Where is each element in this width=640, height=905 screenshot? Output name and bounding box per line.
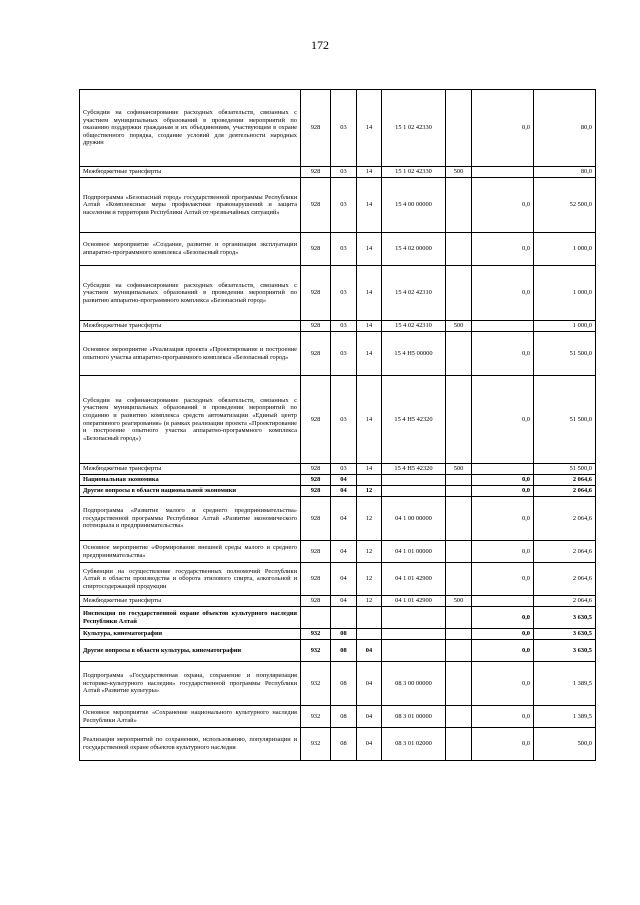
amount-first: 0,0: [472, 629, 534, 640]
admin-code: 932: [301, 706, 331, 728]
admin-code: 928: [301, 475, 331, 486]
target-article-code: 08 3 00 00000: [382, 662, 446, 706]
target-article-code: 08 3 01 00000: [382, 706, 446, 728]
target-article-code: 04 1 00 00000: [382, 497, 446, 541]
expense-type-code: 500: [446, 464, 472, 475]
amount-second: 52 500,0: [534, 178, 596, 233]
table-row: [80, 706, 596, 728]
amount-first: 0,0: [472, 376, 534, 464]
table-row: [80, 321, 596, 332]
subsection-code: 04: [357, 662, 382, 706]
section-code: 08: [331, 662, 357, 706]
target-article-code: 15 4 Н5 00000: [382, 332, 446, 376]
section-code: 03: [331, 332, 357, 376]
row-name: Основное мероприятие «Реализация проекта «Проектирование и построение опытного участка аппаратно-программного комплекса «Безопасный город»: [80, 332, 301, 376]
row-name: Межбюджетные трансферты: [80, 464, 301, 475]
table-row: [80, 607, 596, 629]
target-article-code: 15 4 02 00000: [382, 233, 446, 266]
amount-second: 1 000,0: [534, 321, 596, 332]
table-row: [80, 596, 596, 607]
expense-type-code: [446, 728, 472, 761]
admin-code: [301, 607, 331, 629]
amount-second: 51 500,0: [534, 332, 596, 376]
section-code: 08: [331, 728, 357, 761]
target-article-code: [382, 640, 446, 662]
section-code: 08: [331, 706, 357, 728]
row-name: Реализация мероприятий по сохранению, использованию, популяризации и государственной охране объектов культурного наследия: [80, 728, 301, 761]
page-number: 172: [311, 38, 329, 52]
target-article-code: [382, 486, 446, 497]
section-code: 03: [331, 167, 357, 178]
amount-second: 1 389,5: [534, 706, 596, 728]
amount-first: [472, 596, 534, 607]
section-code: 04: [331, 497, 357, 541]
row-name: Подпрограмма «Безопасный город» государственной программы Республики Алтай «Комплексные меры профилактики правонарушений и защита населения и территории Республики Алтай от чрезвычайных ситуаций»: [80, 178, 301, 233]
amount-second: 3 630,5: [534, 629, 596, 640]
table-row: [80, 563, 596, 596]
subsection-code: 12: [357, 486, 382, 497]
row-name: Субсидии на софинансирование расходных обязательств, связанных с участием муниципальных образований в проведении мероприятий по созданию и развитию комплекса средств автоматизации «Единый центр оперативного реагирования» (в рамках реализации проекта «Проектирование и построение опытного участка аппаратно-программного комплекса «Безопасный город»): [80, 376, 301, 464]
table-row: [80, 475, 596, 486]
table-row: [80, 486, 596, 497]
subsection-code: 14: [357, 167, 382, 178]
row-name: Культура, кинематография: [80, 629, 301, 640]
table-row: [80, 233, 596, 266]
target-article-code: 04 1 01 42900: [382, 563, 446, 596]
admin-code: 928: [301, 497, 331, 541]
expense-type-code: [446, 497, 472, 541]
subsection-code: 12: [357, 563, 382, 596]
admin-code: 928: [301, 596, 331, 607]
table-row: [80, 728, 596, 761]
subsection-code: 04: [357, 706, 382, 728]
admin-code: 928: [301, 90, 331, 167]
expense-type-code: [446, 607, 472, 629]
admin-code: 928: [301, 563, 331, 596]
section-code: 03: [331, 321, 357, 332]
subsection-code: 14: [357, 178, 382, 233]
expense-type-code: [446, 475, 472, 486]
amount-second: 2 064,6: [534, 563, 596, 596]
target-article-code: [382, 607, 446, 629]
subsection-code: 12: [357, 497, 382, 541]
amount-second: 51 500,0: [534, 464, 596, 475]
expense-type-code: [446, 706, 472, 728]
amount-first: 0,0: [472, 233, 534, 266]
subsection-code: 14: [357, 321, 382, 332]
amount-second: 2 064,6: [534, 541, 596, 563]
row-name: Межбюджетные трансферты: [80, 596, 301, 607]
amount-first: 0,0: [472, 706, 534, 728]
section-code: 03: [331, 90, 357, 167]
admin-code: 932: [301, 640, 331, 662]
section-code: 08: [331, 629, 357, 640]
expense-type-code: 500: [446, 321, 472, 332]
amount-first: 0,0: [472, 497, 534, 541]
subsection-code: 04: [357, 640, 382, 662]
admin-code: 928: [301, 233, 331, 266]
section-code: 03: [331, 376, 357, 464]
expense-type-code: [446, 541, 472, 563]
amount-first: [472, 321, 534, 332]
table-row: [80, 332, 596, 376]
expense-type-code: [446, 233, 472, 266]
expense-type-code: 500: [446, 167, 472, 178]
subsection-code: 12: [357, 596, 382, 607]
row-name: Другие вопросы в области национальной экономики: [80, 486, 301, 497]
expense-type-code: [446, 332, 472, 376]
amount-second: 500,0: [534, 728, 596, 761]
amount-first: 0,0: [472, 541, 534, 563]
target-article-code: [382, 629, 446, 640]
subsection-code: 04: [357, 728, 382, 761]
amount-second: 2 064,6: [534, 497, 596, 541]
expense-type-code: [446, 563, 472, 596]
admin-code: 932: [301, 662, 331, 706]
table-row: [80, 541, 596, 563]
table-row: [80, 464, 596, 475]
amount-second: 2 064,6: [534, 486, 596, 497]
amount-first: 0,0: [472, 607, 534, 629]
target-article-code: 15 4 02 42310: [382, 321, 446, 332]
target-article-code: 15 4 Н5 42320: [382, 376, 446, 464]
amount-second: 3 630,5: [534, 640, 596, 662]
row-name: Подпрограмма «Развитие малого и среднего предпринимательства» государственной программы Республики Алтай «Развитие экономического потенциала и предпринимательства»: [80, 497, 301, 541]
admin-code: 932: [301, 728, 331, 761]
amount-second: 2 064,6: [534, 596, 596, 607]
row-name: Межбюджетные трансферты: [80, 167, 301, 178]
section-code: 04: [331, 563, 357, 596]
section-code: 03: [331, 464, 357, 475]
target-article-code: 15 1 02 42330: [382, 90, 446, 167]
section-code: [331, 607, 357, 629]
table-row: [80, 662, 596, 706]
subsection-code: 14: [357, 233, 382, 266]
admin-code: 928: [301, 541, 331, 563]
row-name: Субсидии на софинансирование расходных обязательств, связанных с участием муниципальных образований в проведении мероприятий по оказанию поддержки гражданам и их объединениям, участвующим в охране общественного порядка, создание условий для деятельности народных дружин: [80, 90, 301, 167]
amount-second: 80,0: [534, 90, 596, 167]
amount-first: [472, 167, 534, 178]
admin-code: 928: [301, 167, 331, 178]
amount-second: 2 064,6: [534, 475, 596, 486]
row-name: Основное мероприятие «Формирование внешней среды малого и среднего предпринимательства»: [80, 541, 301, 563]
subsection-code: [357, 607, 382, 629]
admin-code: 928: [301, 332, 331, 376]
expense-type-code: [446, 178, 472, 233]
subsection-code: [357, 475, 382, 486]
target-article-code: 04 1 01 00000: [382, 541, 446, 563]
amount-first: 0,0: [472, 486, 534, 497]
row-name: Инспекция по государственной охране объектов культурного наследия Республики Алтай: [80, 607, 301, 629]
amount-first: 0,0: [472, 178, 534, 233]
expense-type-code: [446, 486, 472, 497]
admin-code: 928: [301, 464, 331, 475]
row-name: Национальная экономика: [80, 475, 301, 486]
subsection-code: 12: [357, 541, 382, 563]
section-code: 04: [331, 596, 357, 607]
amount-first: 0,0: [472, 662, 534, 706]
amount-first: 0,0: [472, 475, 534, 486]
row-name: Основное мероприятие «Сохранение национального культурного наследия Республики Алтай»: [80, 706, 301, 728]
amount-second: 80,0: [534, 167, 596, 178]
section-code: 03: [331, 233, 357, 266]
amount-second: 1 389,5: [534, 662, 596, 706]
row-name: Межбюджетные трансферты: [80, 321, 301, 332]
admin-code: 928: [301, 178, 331, 233]
subsection-code: 14: [357, 332, 382, 376]
amount-first: 0,0: [472, 728, 534, 761]
amount-second: 1 000,0: [534, 233, 596, 266]
subsection-code: 14: [357, 464, 382, 475]
subsection-code: 14: [357, 266, 382, 321]
admin-code: 928: [301, 266, 331, 321]
section-code: 03: [331, 178, 357, 233]
table-row: [80, 167, 596, 178]
amount-first: 0,0: [472, 640, 534, 662]
table-row: [80, 178, 596, 233]
row-name: Подпрограмма «Государственная охрана, сохранение и популяризация историко-культурного наследия» государственной программы Республики Алтай «Развитие культуры»: [80, 662, 301, 706]
amount-first: 0,0: [472, 563, 534, 596]
target-article-code: [382, 475, 446, 486]
expense-type-code: [446, 629, 472, 640]
admin-code: 928: [301, 376, 331, 464]
amount-first: 0,0: [472, 90, 534, 167]
target-article-code: 15 1 02 42330: [382, 167, 446, 178]
target-article-code: 15 4 02 42310: [382, 266, 446, 321]
amount-first: [472, 464, 534, 475]
table-row: [80, 629, 596, 640]
table-row: [80, 90, 596, 167]
section-code: 08: [331, 640, 357, 662]
subsection-code: 14: [357, 90, 382, 167]
row-name: Субвенции на осуществление государственных полномочий Республики Алтай в области производства и оборота этилового спирта, алкогольной и спиртосодержащей продукции: [80, 563, 301, 596]
expense-type-code: [446, 266, 472, 321]
amount-first: 0,0: [472, 266, 534, 321]
row-name: Основное мероприятие «Создание, развитие и организация эксплуатации аппаратно-программного комплекса «Безопасный город»: [80, 233, 301, 266]
amount-second: 51 500,0: [534, 376, 596, 464]
admin-code: 928: [301, 486, 331, 497]
amount-first: 0,0: [472, 332, 534, 376]
budget-table: [79, 89, 596, 761]
row-name: Субсидии на софинансирование расходных обязательств, связанных с участием муниципальных образований в проведении мероприятий по развитию аппаратно-программного комплекса «Безопасный город»: [80, 266, 301, 321]
section-code: 03: [331, 266, 357, 321]
expense-type-code: [446, 640, 472, 662]
amount-second: 1 000,0: [534, 266, 596, 321]
target-article-code: 15 4 Н5 42320: [382, 464, 446, 475]
subsection-code: 14: [357, 376, 382, 464]
amount-second: 3 630,5: [534, 607, 596, 629]
table-row: [80, 376, 596, 464]
target-article-code: 04 1 01 42900: [382, 596, 446, 607]
table-row: [80, 266, 596, 321]
target-article-code: 08 3 01 02000: [382, 728, 446, 761]
admin-code: 928: [301, 321, 331, 332]
section-code: 04: [331, 541, 357, 563]
budget-table-body: [80, 90, 596, 761]
section-code: 04: [331, 486, 357, 497]
expense-type-code: [446, 662, 472, 706]
expense-type-code: 500: [446, 596, 472, 607]
expense-type-code: [446, 376, 472, 464]
section-code: 04: [331, 475, 357, 486]
admin-code: 932: [301, 629, 331, 640]
subsection-code: [357, 629, 382, 640]
row-name: Другие вопросы в области культуры, кинематографии: [80, 640, 301, 662]
table-row: [80, 497, 596, 541]
target-article-code: 15 4 00 00000: [382, 178, 446, 233]
expense-type-code: [446, 90, 472, 167]
table-row: [80, 640, 596, 662]
